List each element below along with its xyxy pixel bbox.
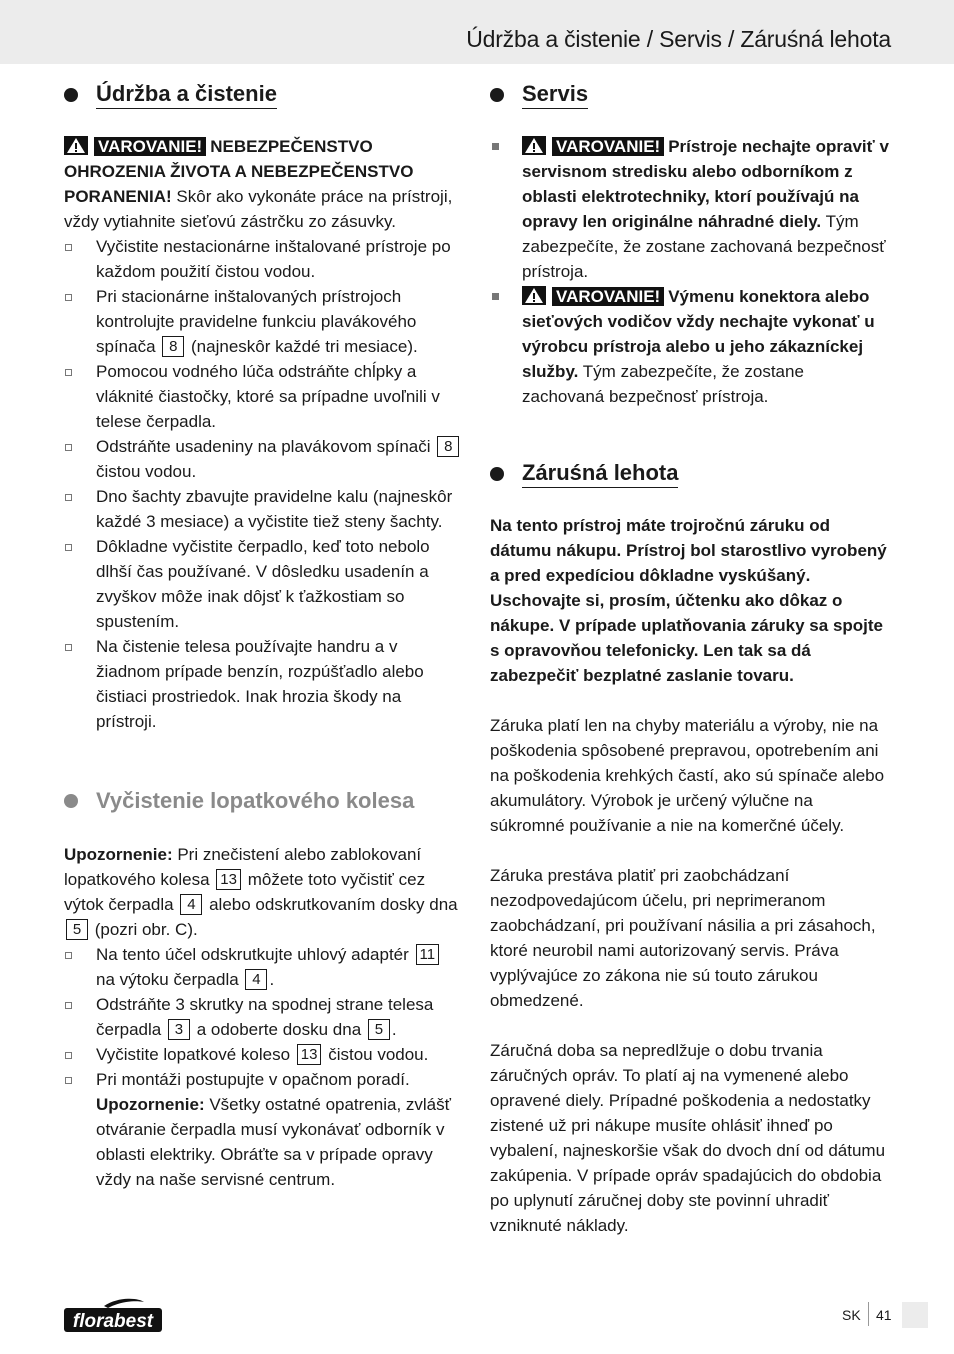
item-text: Odstráňte 3 skrutky na spodnej strane telesa čerpadla <box>96 995 434 1039</box>
bullet-dot-icon <box>490 88 504 102</box>
section-title: Údržba a čistenie <box>96 81 277 109</box>
section-heading-service <box>490 80 890 110</box>
list-item <box>64 1067 464 1192</box>
list-item <box>64 434 464 484</box>
section-heading-warranty <box>490 459 890 489</box>
ref-number: 5 <box>368 1019 390 1040</box>
note-text: Všetky ostatné opatrenia, zvlášť otváranie čerpadla musí vykonávať odborník v oblasti elektriky. Obráťte sa v prípade opravy vždy na naše servisné centrum. <box>96 1095 452 1189</box>
impeller-list <box>64 942 464 1192</box>
footer-language: SK <box>842 1307 861 1323</box>
bullet-dot-icon <box>490 467 504 481</box>
item-text: Pri stacionárne inštalovaných prístrojoch kontrolujte pravidelne funkciu plavákového spínača <box>96 287 417 356</box>
note-text: (pozri obr. C). <box>94 920 198 939</box>
item-text: Pomocou vodného lúča odstráňte chĺpky a vláknité čiastočky, ktoré sa prípadne uvoľnili v telese čerpadla. <box>96 362 440 431</box>
maintenance-warning <box>64 134 464 234</box>
item-text: Vyčistite nestacionárne inštalované prístroje po každom použití čistou vodou. <box>96 237 451 281</box>
bullet-dot-icon <box>64 794 78 808</box>
florabest-logo <box>64 1296 164 1339</box>
warranty-paragraph: Záruka prestáva platiť pri zaobchádzaní nezodpovedajúcom účelu, pri neprimeranom zaobchádzaní, pri používaní násilia a pri zásahoch, ktoré neurobil nami autorizovaný servis. Práva vyplývajúce zo zákona nie sú touto zárukou obmedzené. <box>490 866 876 1010</box>
section-title: Záruśná lehota <box>522 460 678 488</box>
warning-label: VAROVANIE! <box>94 137 206 156</box>
list-item <box>64 284 464 359</box>
item-text: Na čistenie telesa používajte handru a v žiadnom prípade benzín, rozpúšťadlo alebo čistiaci prostriedok. Inak hrozia škody na prístroji. <box>96 637 424 731</box>
note-label: Upozornenie: <box>96 1095 205 1114</box>
ref-number: 8 <box>162 336 184 357</box>
warning-bold-text: Prístroje nechajte opraviť v servisnom stredisku alebo odborníkom z oblasti elektrotechniky, ktorí používajú na opravy len originálne náhradné diely. <box>522 137 889 231</box>
ref-number: 13 <box>297 1044 322 1065</box>
item-text: čistou vodou. <box>328 1045 429 1064</box>
item-text: Na tento účel odskrutkujte uhlový adaptér <box>96 945 409 964</box>
item-text: a odoberte dosku dna <box>196 1020 362 1039</box>
page-number: 41 <box>876 1307 892 1323</box>
warranty-paragraph: Záručná doba sa nepredlžuje o dobu trvania záručných opráv. To platí aj na vymenené alebo opravené diely. Prípadné poškodenia a nedostatky zistené už pri nákupe musíte ohlásiť ihneď po vybalení, najneskoršie však do dvoch dní od dátumu zakúpenia. V prípade opráv spadajúcich do obdobia po uplynutí záručnej doby ste povinní uhradiť vzniknuté náklady. <box>490 1041 886 1235</box>
list-item <box>490 134 890 284</box>
ref-number: 5 <box>66 919 88 940</box>
warning-triangle-icon <box>522 136 546 155</box>
warranty-intro-text: Na tento prístroj máte trojročnú záruku od dátumu nákupu. Prístroj bol starostlivo vyrobený a pred expedíciou dôkladne vyskúšaný. Uschovajte si, prosím, účtenku ako dôkaz o nákupe. V prípade uplatňovania záruky sa spojte s opravovňou telefonicky. Len tak sa dá zabezpečiť bezplatné zaslanie tovaru. <box>490 516 887 685</box>
warning-bold-text: NEBEZPEČENSTVO OHROZENIA ŽIVOTA A NEBEZPEČENSTVO PORANENIA! <box>64 137 414 206</box>
list-item <box>64 359 464 434</box>
maintenance-list <box>64 234 464 734</box>
item-text: čistou vodou. <box>96 462 197 481</box>
list-item <box>64 634 464 734</box>
ref-number: 11 <box>416 944 440 965</box>
note-text: môžete toto vyčistiť cez výtok čerpadla <box>64 870 426 914</box>
warning-label: VAROVANIE! <box>552 287 664 306</box>
paragraph-gap <box>490 688 890 713</box>
list-item <box>64 1042 464 1067</box>
impeller-note <box>64 842 464 942</box>
logo-text: florabest <box>72 1311 154 1332</box>
item-text: (najneskôr každé tri mesiace). <box>191 337 418 356</box>
section-heading-maintenance <box>64 80 464 110</box>
ref-number: 3 <box>168 1019 190 1040</box>
ref-number: 4 <box>245 969 267 990</box>
paragraph-gap <box>490 1013 890 1038</box>
warning-bold-text: Výmenu konektora alebo sieťových vodičov vždy nechajte vykonať u výrobcu prístroja alebo u jeho zákazníckej služby. <box>522 287 875 381</box>
ref-number: 8 <box>437 436 459 457</box>
ref-number: 4 <box>180 894 202 915</box>
list-item: Odstráňte 3 skrutky na spodnej strane telesa čerpadla 3 a odoberte dosku dna 5 . <box>64 992 464 1042</box>
item-text: Vyčistite lopatkové koleso <box>96 1045 291 1064</box>
warning-triangle-icon <box>522 286 546 305</box>
item-text: Dno šachty zbavujte pravidelne kalu (najneskôr každé 3 mesiace) a vyčistite tiež steny šachty. <box>96 487 453 531</box>
list-item: Na tento účel odskrutkujte uhlový adaptér 11 na výtoku čerpadla 4 . <box>64 942 464 992</box>
page-header-title: Údržba a čistenie / Servis / Záruśná lehota <box>466 26 891 52</box>
section-title: Vyčistenie lopatkového kolesa <box>96 788 415 813</box>
left-column <box>64 80 464 1192</box>
warranty-intro <box>490 513 890 688</box>
item-text: Odstráňte usadeniny na plavákovom spínači <box>96 437 431 456</box>
warning-label: VAROVANIE! <box>552 137 664 156</box>
list-item <box>64 534 464 634</box>
warranty-paragraph: Záruka platí len na chyby materiálu a výroby, nie na poškodenia spôsobené prepravou, opotrebením ani na poškodenia krehkých častí, ako sú spínače alebo akumulátory. Výrobok je určený výlučne na súkromné používanie a nie na komerčné účely. <box>490 716 885 835</box>
warning-triangle-icon <box>64 136 88 155</box>
footer-tab <box>902 1302 928 1328</box>
note-text: Pri znečistení alebo zablokovaní lopatkového kolesa <box>64 845 422 889</box>
footer-divider <box>868 1302 869 1326</box>
list-item <box>64 234 464 284</box>
item-text: Pri montáži postupujte v opačnom poradí. <box>96 1070 410 1089</box>
item-text: na výtoku čerpadla <box>96 970 239 989</box>
item-text: Dôkladne vyčistite čerpadlo, keď toto nebolo dlhší čas používané. V dôsledku usadenín a zvyškov môže inak dôjsť k ťažkostiam so spustením. <box>96 537 430 631</box>
list-item <box>490 284 890 409</box>
service-list <box>490 134 890 409</box>
warning-text: Tým zabezpečíte, že zostane zachovaná bezpečnosť prístroja. <box>522 362 804 406</box>
note-label: Upozornenie: <box>64 845 173 864</box>
right-column <box>490 80 890 1238</box>
paragraph-gap <box>490 838 890 863</box>
warning-text: Skôr ako vykonáte práce na prístroji, vždy vytiahnite sieťovú zástrčku zo zásuvky. <box>64 187 453 231</box>
bullet-dot-icon <box>64 88 78 102</box>
section-title: Servis <box>522 81 588 109</box>
note-text: alebo odskrutkovaním dosky dna <box>209 895 458 914</box>
ref-number: 13 <box>216 869 241 890</box>
list-item <box>64 484 464 534</box>
warning-text: Tým zabezpečíte, že zostane zachovaná bezpečnosť prístroja. <box>522 212 886 281</box>
section-heading-impeller <box>64 786 464 816</box>
